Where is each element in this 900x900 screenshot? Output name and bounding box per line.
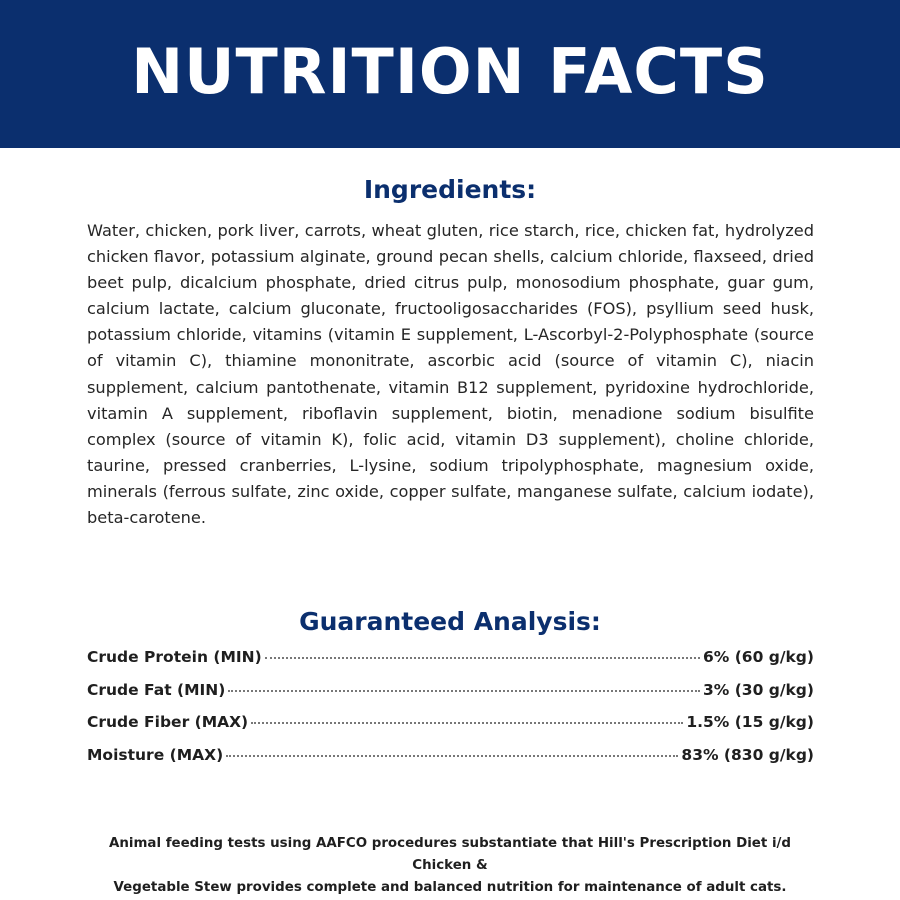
analysis-label: Crude Fat (MIN) bbox=[87, 680, 226, 699]
analysis-value: 83% (830 g/kg) bbox=[681, 745, 814, 764]
analysis-label: Moisture (MAX) bbox=[87, 745, 224, 764]
analysis-label: Crude Protein (MIN) bbox=[87, 648, 262, 666]
analysis-value: 3% (30 g/kg) bbox=[702, 680, 814, 699]
analysis-value: 6% (60 g/kg) bbox=[702, 648, 814, 666]
aafco-statement-line-1: Animal feeding tests using AAFCO procedures substantiate that Hill's Prescription Diet i/d Chicken & bbox=[108, 836, 792, 873]
dot-leader bbox=[226, 755, 678, 757]
analysis-row-moisture bbox=[87, 746, 814, 779]
guaranteed-analysis-table bbox=[87, 648, 814, 778]
dot-leader bbox=[251, 722, 683, 724]
analysis-label: Crude Fiber (MAX) bbox=[87, 713, 249, 731]
nutrition-facts-banner bbox=[0, 0, 900, 148]
analysis-row-crude-protein bbox=[87, 648, 814, 681]
guaranteed-analysis-heading: Guaranteed Analysis: bbox=[299, 607, 601, 636]
analysis-value: 1.5% (15 g/kg) bbox=[686, 713, 814, 731]
aafco-statement bbox=[80, 833, 820, 899]
dot-leader bbox=[228, 690, 700, 692]
dot-leader bbox=[265, 657, 700, 659]
analysis-row-crude-fiber bbox=[87, 713, 814, 746]
banner-title: NUTRITION FACTS bbox=[131, 34, 769, 108]
ingredients-heading: Ingredients: bbox=[363, 175, 537, 204]
aafco-statement-line-2: Vegetable Stew provides complete and balanced nutrition for maintenance of adult cats. bbox=[113, 880, 787, 895]
ingredients-text: Water, chicken, pork liver, carrots, wheat gluten, rice starch, rice, chicken fat, hydrolyzed chicken flavor, potassium alginate, ground pecan shells, calcium chloride, flaxseed, dried beet pulp, dicalcium phosphate, dried citrus pulp, monosodium phosphate, guar gum, calcium lactate, calcium gluconate, fructooligosaccharides (FOS), psyllium seed husk, potassium chloride, vitamins (vitamin E supplement, L-Ascorbyl-2-Polyphosphate (source of vitamin C), thiamine mononitrate, ascorbic acid (source of vitamin C), niacin supplement, calcium pantothenate, vitamin B12 supplement, pyridoxine hydrochloride, vitamin A supplement, riboflavin supplement, biotin, menadione sodium bisulfite complex (source of vitamin K), folic acid, vitamin D3 supplement), choline chloride, taurine, pressed cranberries, L-lysine, sodium tripolyphosphate, magnesium oxide, minerals (ferrous sulfate, zinc oxide, copper sulfate, manganese sulfate, calcium iodate), beta-carotene. bbox=[87, 221, 814, 528]
analysis-row-crude-fat bbox=[87, 681, 814, 714]
